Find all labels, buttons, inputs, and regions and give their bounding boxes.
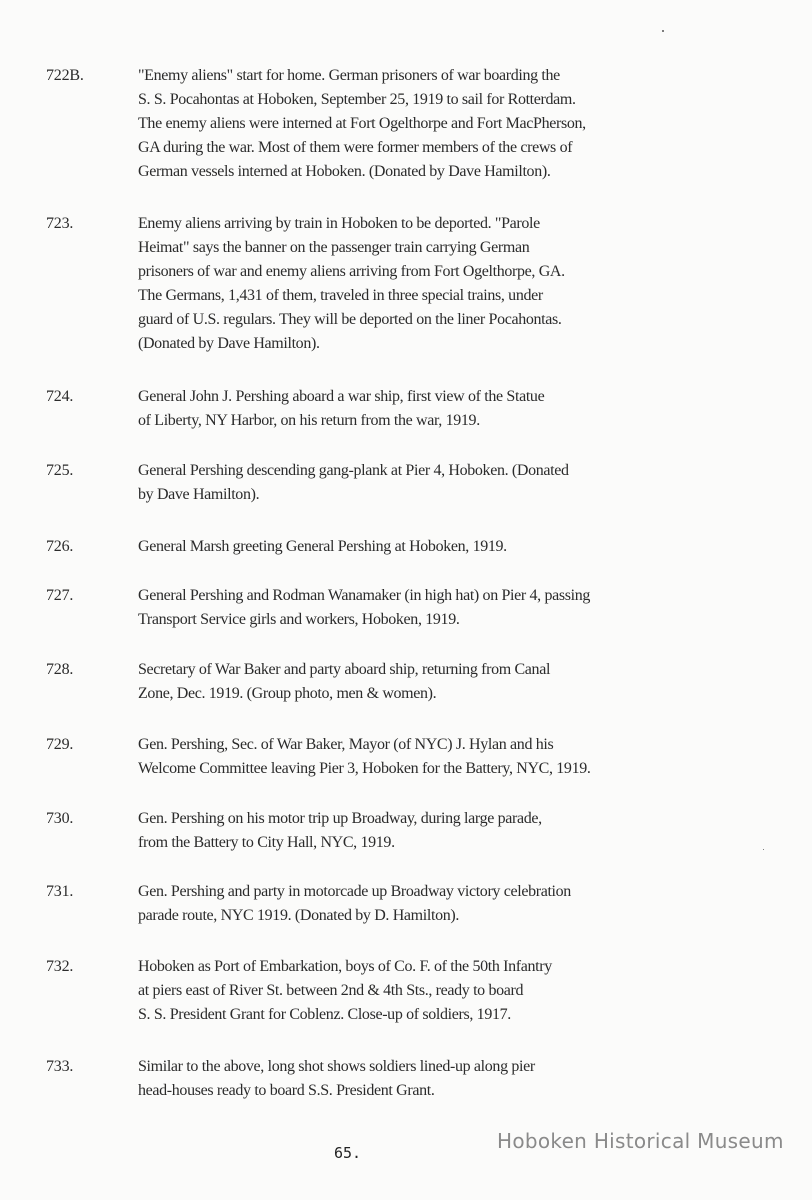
entry-line: Gen. Pershing, Sec. of War Baker, Mayor (of NYC) J. Hylan and his [138,736,554,753]
entry-number: 731. [46,883,74,900]
entry-line: The Germans, 1,431 of them, traveled in three special trains, under [138,287,543,304]
entry-line: from the Battery to City Hall, NYC, 1919. [138,834,395,851]
entry-line: parade route, NYC 1919. (Donated by D. Hamilton). [138,907,459,924]
entry-number: 729. [46,736,74,753]
entry-text [138,880,678,928]
entry-line: Welcome Committee leaving Pier 3, Hoboken for the Battery, NYC, 1919. [138,760,591,777]
entry-line: of Liberty, NY Harbor, on his return from the war, 1919. [138,412,480,429]
entry-line: head-houses ready to board S.S. President Grant. [138,1082,435,1099]
entry-line: Gen. Pershing and party in motorcade up Broadway victory celebration [138,883,571,900]
page-number: 65. [334,1144,362,1162]
entry-line: Transport Service girls and workers, Hoboken, 1919. [138,611,460,628]
entry-line: Hoboken as Port of Embarkation, boys of Co. F. of the 50th Infantry [138,958,552,975]
entry-number: 730. [46,810,74,827]
entry-text [138,955,678,1027]
entry-line: GA during the war. Most of them were former members of the crews of [138,139,573,156]
entry-text [138,459,678,507]
entry-number: 726. [46,538,74,555]
entry-number: 728. [46,661,74,678]
entry-number: 733. [46,1058,74,1075]
entry-text [138,212,678,356]
scan-speck [662,30,664,32]
entry-line: Similar to the above, long shot shows soldiers lined-up along pier [138,1058,535,1075]
entry-line: General John J. Pershing aboard a war ship, first view of the Statue [138,388,545,405]
entry-text [138,535,678,559]
entry-number: 724. [46,388,74,405]
entry-line: Gen. Pershing on his motor trip up Broadway, during large parade, [138,810,542,827]
entry-line: S. S. President Grant for Coblenz. Close-up of soldiers, 1917. [138,1006,511,1023]
entry-line: General Pershing and Rodman Wanamaker (in high hat) on Pier 4, passing [138,587,591,604]
entry-line: "Enemy aliens" start for home. German prisoners of war boarding the [138,67,560,84]
museum-watermark: Hoboken Historical Museum [497,1129,784,1153]
entry-line: German vessels interned at Hoboken. (Donated by Dave Hamilton). [138,163,551,180]
entry-line: Secretary of War Baker and party aboard ship, returning from Canal [138,661,551,678]
entry-line: Enemy aliens arriving by train in Hoboken to be deported. "Parole [138,215,540,232]
entry-text [138,658,678,706]
entry-text [138,584,678,632]
entry-line: at piers east of River St. between 2nd & 4th Sts., ready to board [138,982,524,999]
entry-number: 732. [46,958,74,975]
entry-line: Zone, Dec. 1919. (Group photo, men & women). [138,685,437,702]
scan-speck [763,849,764,850]
entry-number: 722B. [46,67,84,84]
entry-line: by Dave Hamilton). [138,486,260,503]
entry-line: (Donated by Dave Hamilton). [138,335,320,352]
entry-text [138,733,678,781]
entry-number: 725. [46,462,74,479]
entry-line: General Pershing descending gang-plank at Pier 4, Hoboken. (Donated [138,462,569,479]
entry-line: General Marsh greeting General Pershing at Hoboken, 1919. [138,538,507,555]
entry-text [138,385,678,433]
entry-line: guard of U.S. regulars. They will be deported on the liner Pocahontas. [138,311,562,328]
entry-line: prisoners of war and enemy aliens arriving from Fort Ogelthorpe, GA. [138,263,565,280]
entry-number: 727. [46,587,74,604]
entry-line: S. S. Pocahontas at Hoboken, September 25, 1919 to sail for Rotterdam. [138,91,576,108]
entry-line: Heimat" says the banner on the passenger train carrying German [138,239,530,256]
entry-line: The enemy aliens were interned at Fort Ogelthorpe and Fort MacPherson, [138,115,586,132]
entry-text [138,807,678,855]
entry-number: 723. [46,215,74,232]
entry-text [138,1055,678,1103]
entry-text [138,64,678,184]
